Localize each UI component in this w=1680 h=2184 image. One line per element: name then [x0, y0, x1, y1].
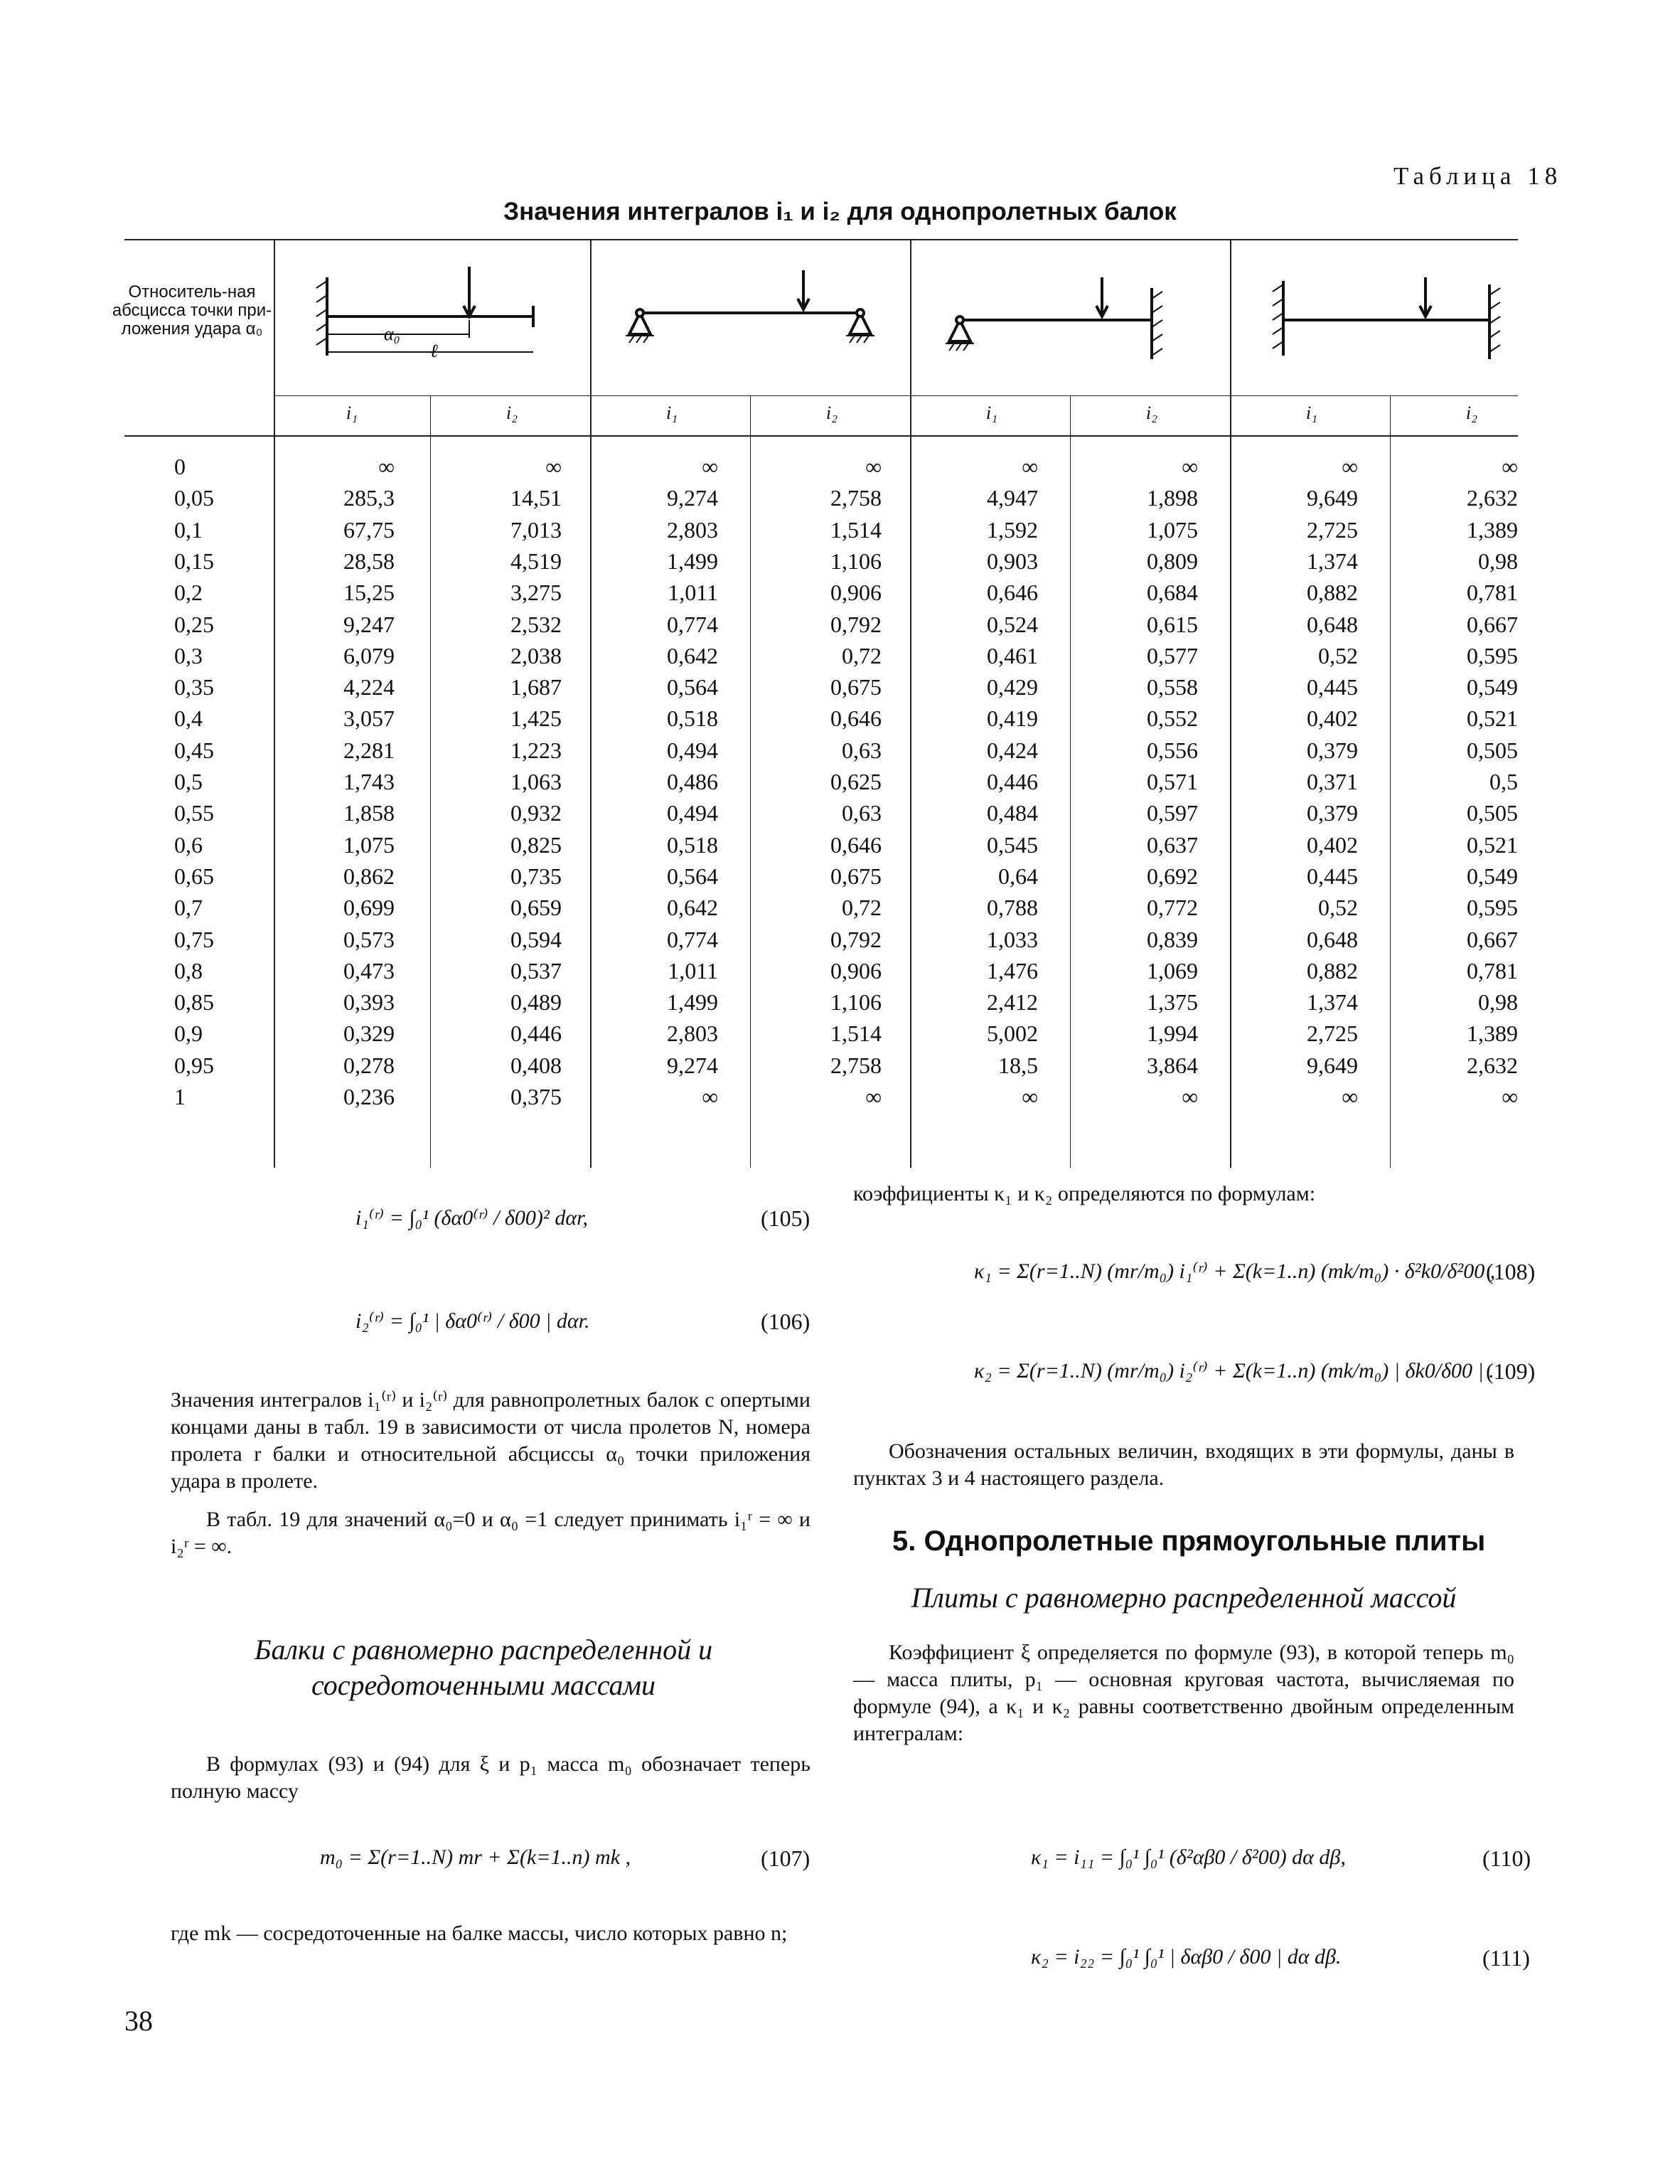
table-cell-value: 1,033 — [987, 926, 1038, 952]
table-cell-value: 2,758 — [830, 1052, 882, 1078]
table-cell-value: 0,577 — [1147, 642, 1198, 668]
table-cell-value: 0,642 — [667, 895, 718, 921]
table-cell-value: 0,772 — [1147, 895, 1198, 921]
table-cell-value: 14,51 — [510, 485, 562, 511]
left-paragraph-4: где mk — сосредоточенные на балке массы, число которых равно n; — [171, 1922, 788, 1945]
table-cell-alpha0: 0,1 — [174, 516, 203, 543]
table-cell-alpha0: 0 — [174, 454, 186, 479]
table-cell-alpha0: 0,4 — [174, 705, 203, 732]
table-cell-value: 2,725 — [1307, 1021, 1358, 1047]
table-cell-value: 4,519 — [510, 548, 562, 574]
subheader-i2-col4: i₂ — [1465, 403, 1478, 423]
table-cell-value: 0,839 — [1147, 926, 1198, 952]
table-cell-value: 0,505 — [1467, 800, 1518, 826]
table-cell-value: 0,63 — [842, 737, 882, 763]
table-cell-value: 0,642 — [667, 642, 718, 668]
subheader-i2-col3: i₂ — [1145, 403, 1158, 423]
table-cell-alpha0: 0,6 — [174, 831, 203, 858]
equation-number-111: (111) — [1482, 1945, 1530, 1971]
table-cell-value: 0,278 — [343, 1052, 395, 1078]
table-cell-value: 0,684 — [1147, 580, 1198, 606]
table-cell-value: 0,552 — [1147, 705, 1198, 732]
table-top-rule — [124, 239, 1518, 240]
table-cell-alpha0: 0,95 — [174, 1052, 214, 1078]
header-divider-rule — [274, 395, 1518, 396]
table-cell-value: 0,659 — [510, 895, 562, 921]
table-cell-value: 1,375 — [1147, 989, 1198, 1016]
table-cell-value: 9,649 — [1307, 1052, 1358, 1078]
table-cell-value: 0,518 — [667, 831, 718, 858]
table-cell-value: 0,792 — [830, 926, 882, 952]
equation-number-110: (110) — [1482, 1845, 1531, 1871]
table-cell-value: 2,803 — [667, 516, 718, 543]
table-cell-value: 2,632 — [1467, 485, 1518, 511]
table-cell-value: 1,374 — [1307, 548, 1358, 574]
table-cell-value: 9,649 — [1307, 485, 1358, 511]
table-cell-alpha0: 0,8 — [174, 957, 203, 984]
table-cell-value: 0,494 — [667, 800, 718, 826]
table-divider-7 — [1390, 395, 1391, 1168]
table-cell-value: ∞ — [1502, 1084, 1518, 1109]
table-cell-value: 0,595 — [1467, 895, 1518, 921]
equation-107: m₀ = Σ(r=1..N) mr + Σ(k=1..n) mk , — [320, 1845, 631, 1869]
equation-number-109: (109) — [1486, 1358, 1536, 1384]
table-cell-value: 0,63 — [842, 800, 882, 826]
table-cell-value: 0,72 — [842, 642, 882, 668]
table-cell-value: ∞ — [378, 454, 395, 479]
equation-106: i₂⁽ʳ⁾ = ∫₀¹ | δα0⁽ʳ⁾ / δ00 | dαr. — [355, 1309, 590, 1333]
table-cell-value: 0,792 — [830, 611, 882, 637]
table-cell-alpha0: 0,3 — [174, 642, 203, 668]
table-cell-value: 1,592 — [987, 516, 1038, 543]
table-cell-value: 2,281 — [343, 737, 395, 763]
table-cell-value: 2,725 — [1307, 516, 1358, 543]
table-cell-value: 2,803 — [667, 1021, 718, 1047]
table-cell-value: 6,079 — [343, 642, 395, 668]
table-cell-value: 1,514 — [830, 1021, 882, 1047]
beam-diagram-simply-supported — [626, 263, 882, 370]
table-cell-alpha0: 0,75 — [174, 926, 214, 952]
table-cell-value: 1,075 — [1147, 516, 1198, 543]
table-cell-alpha0: 0,2 — [174, 580, 203, 606]
table-cell-value: 0,646 — [987, 580, 1038, 606]
table-cell-value: ∞ — [1342, 454, 1358, 479]
table-cell-value: 0,429 — [987, 674, 1038, 701]
table-cell-value: 0,52 — [1318, 895, 1358, 921]
table-cell-alpha0: 0,35 — [174, 674, 214, 701]
table-cell-value: 0,564 — [667, 863, 718, 889]
table-cell-value: 67,75 — [343, 516, 395, 543]
table-cell-value: 0,571 — [1147, 769, 1198, 794]
table-label: Таблица 18 — [1393, 162, 1563, 190]
subheader-i1-col4: i₁ — [1305, 403, 1318, 423]
header-bottom-rule — [124, 435, 1518, 437]
table-cell-alpha0: 0,05 — [174, 485, 214, 511]
subheader-i2-col2: i₂ — [825, 403, 838, 423]
equation-number-106: (106) — [761, 1309, 810, 1334]
table-cell-value: 4,224 — [343, 674, 395, 701]
table-cell-value: 3,864 — [1147, 1052, 1198, 1078]
table-cell-alpha0: 0,15 — [174, 548, 214, 574]
table-cell-value: 1,743 — [343, 769, 395, 794]
table-cell-value: 0,445 — [1307, 674, 1358, 701]
table-cell-value: 0,64 — [998, 863, 1038, 889]
table-cell-value: 285,3 — [343, 485, 395, 511]
table-cell-value: 0,594 — [510, 926, 562, 952]
table-cell-value: 0,446 — [987, 769, 1038, 794]
table-cell-alpha0: 0,45 — [174, 737, 214, 763]
table-cell-value: 0,882 — [1307, 957, 1358, 984]
table-cell-value: 0,402 — [1307, 831, 1358, 858]
table-cell-value: 0,906 — [830, 957, 882, 984]
table-cell-value: 0,675 — [830, 863, 882, 889]
subheader-i2-col1: i₂ — [505, 403, 518, 423]
table-cell-value: ∞ — [1182, 1084, 1198, 1109]
table-cell-value: 1,389 — [1467, 516, 1518, 543]
table-cell-value: 0,615 — [1147, 611, 1198, 637]
table-cell-value: 0,648 — [1307, 926, 1358, 952]
table-cell-value: 0,424 — [987, 737, 1038, 763]
right-section-heading: 5. Однопролетные прямоугольные плиты — [892, 1525, 1486, 1557]
table-cell-value: ∞ — [1342, 1084, 1358, 1109]
table-cell-value: 7,013 — [510, 516, 562, 543]
table-cell-alpha0: 0,25 — [174, 611, 214, 637]
beam-diagram-fixed-fixed — [1266, 263, 1507, 370]
table-divider-6 — [1230, 239, 1231, 1168]
table-cell-value: 0,781 — [1467, 957, 1518, 984]
table-cell-value: 2,038 — [510, 642, 562, 668]
table-cell-value: 0,408 — [510, 1052, 562, 1078]
table-cell-value: 0,371 — [1307, 769, 1358, 794]
table-cell-alpha0: 0,65 — [174, 863, 214, 889]
diagram-label-ell: ℓ — [430, 341, 438, 361]
table-cell-value: 0,98 — [1478, 989, 1518, 1016]
table-cell-value: 0,906 — [830, 580, 882, 606]
table-cell-value: ∞ — [865, 1084, 882, 1109]
table-cell-value: 0,809 — [1147, 548, 1198, 574]
table-cell-value: 0,903 — [987, 548, 1038, 574]
table-cell-value: 0,667 — [1467, 611, 1518, 637]
table-cell-value: 0,486 — [667, 769, 718, 794]
table-cell-value: 0,236 — [343, 1084, 395, 1109]
table-cell-value: 28,58 — [343, 548, 395, 574]
table-cell-value: 1,425 — [510, 705, 562, 732]
table-cell-value: 9,274 — [667, 485, 718, 511]
right-paragraph-2: Обозначения остальных величин, входящих в эти формулы, даны в пунктах 3 и 4 настоящего раздела. — [853, 1439, 1514, 1490]
table-cell-value: ∞ — [702, 454, 718, 479]
table-cell-value: 0,484 — [987, 800, 1038, 826]
table-cell-value: 0,699 — [343, 895, 395, 921]
left-paragraph-1: Значения интегралов i₁⁽ʳ⁾ и i₂⁽ʳ⁾ для равнопролетных балок с опертыми концами даны в табл. 19 в зависимости от числа пролетов N, номера пролета r балки и относительной абсциссы α₀ точки приложения удара в пролете. — [171, 1388, 810, 1493]
table-cell-value: 1,687 — [510, 674, 562, 701]
table-cell-value: 0,375 — [510, 1084, 562, 1109]
right-paragraph-3: Коэффициент ξ определяется по формуле (93), в которой теперь m₀ — масса плиты, p₁ — основная круговая частота, вычисляемая по формуле (94), а κ₁ и κ₂ равны соответственно двойным определенным интегралам: — [853, 1641, 1514, 1745]
equation-111: κ₂ = i₂₂ = ∫₀¹ ∫₀¹ | δαβ0 / δ00 | dα dβ. — [1031, 1945, 1342, 1969]
table-cell-value: 1,476 — [987, 957, 1038, 984]
equation-number-108: (108) — [1486, 1259, 1536, 1284]
table-cell-value: 0,549 — [1467, 674, 1518, 701]
table-cell-value: ∞ — [545, 454, 562, 479]
table-cell-value: 0,446 — [510, 1021, 562, 1047]
right-paragraph-1: коэффициенты κ₁ и κ₂ определяются по формулам: — [853, 1182, 1316, 1205]
beam-diagram-pinned-fixed — [938, 260, 1194, 373]
table-divider-5 — [1070, 395, 1071, 1168]
left-section-heading: Балки с равномерно распределенной и сосредоточенными массами — [254, 1634, 713, 1701]
table-cell-alpha0: 0,55 — [174, 800, 214, 826]
equation-109: κ₂ = Σ(r=1..N) (mr/m₀) i₂⁽ʳ⁾ + Σ(k=1..n) (mk/m₀) | δk0/δ00 | . — [974, 1359, 1494, 1383]
subheader-i1-col3: i₁ — [985, 403, 998, 423]
table-cell-alpha0: 0,5 — [174, 769, 203, 794]
table-cell-value: 0,932 — [510, 800, 562, 826]
table-cell-alpha0: 1 — [174, 1084, 186, 1109]
table-cell-value: 0,98 — [1478, 548, 1518, 574]
table-cell-value: 0,505 — [1467, 737, 1518, 763]
table-cell-value: 0,5 — [1489, 769, 1518, 794]
table-cell-value: 1,063 — [510, 769, 562, 794]
table-cell-value: 0,419 — [987, 705, 1038, 732]
table-cell-value: 1,514 — [830, 516, 882, 543]
table-cell-value: 1,499 — [667, 989, 718, 1016]
table-cell-value: 1,106 — [830, 548, 882, 574]
table-cell-value: 0,882 — [1307, 580, 1358, 606]
table-cell-value: 0,518 — [667, 705, 718, 732]
equation-number-105: (105) — [761, 1205, 810, 1231]
table-cell-value: 0,825 — [510, 831, 562, 858]
left-paragraph-2: В табл. 19 для значений α₀=0 и α₀ =1 следует принимать i₁ʳ = ∞ и i₂ʳ = ∞. — [171, 1508, 810, 1558]
equation-105: i₁⁽ʳ⁾ = ∫₀¹ (δα0⁽ʳ⁾ / δ00)² dαr, — [355, 1206, 588, 1230]
table-cell-value: 0,781 — [1467, 580, 1518, 606]
table-cell-value: 0,545 — [987, 831, 1038, 858]
table-cell-value: 4,947 — [987, 485, 1038, 511]
table-cell-value: 0,625 — [830, 769, 882, 794]
table-cell-value: 1,994 — [1147, 1021, 1198, 1047]
table-cell-value: 0,549 — [1467, 863, 1518, 889]
table-cell-value: 0,379 — [1307, 800, 1358, 826]
table-cell-value: 1,011 — [668, 957, 718, 984]
table-cell-value: 0,329 — [343, 1021, 395, 1047]
table-cell-value: 15,25 — [343, 580, 395, 606]
page-number: 38 — [124, 2005, 153, 2037]
beam-diagram-cantilever — [313, 249, 555, 377]
table-cell-value: 9,247 — [343, 611, 395, 637]
equation-110: κ₁ = i₁₁ = ∫₀¹ ∫₀¹ (δ²αβ0 / δ²00) dα dβ, — [1031, 1845, 1346, 1869]
table-cell-value: 0,774 — [667, 926, 718, 952]
table-divider-2 — [590, 239, 592, 1168]
table-cell-value: 3,275 — [510, 580, 562, 606]
table-cell-value: 2,412 — [987, 989, 1038, 1016]
table-cell-value: 0,675 — [830, 674, 882, 701]
table-cell-value: 0,72 — [842, 895, 882, 921]
table-cell-value: 1,898 — [1147, 485, 1198, 511]
table-cell-value: 2,632 — [1467, 1052, 1518, 1078]
table-divider-4 — [910, 239, 911, 1168]
table-cell-value: ∞ — [865, 454, 882, 479]
table-cell-alpha0: 0,7 — [174, 895, 203, 921]
table-cell-value: 0,445 — [1307, 863, 1358, 889]
table-cell-value: 0,564 — [667, 674, 718, 701]
table-cell-value: 0,379 — [1307, 737, 1358, 763]
table-cell-value: 0,637 — [1147, 831, 1198, 858]
table-cell-value: 0,646 — [830, 831, 882, 858]
table-cell-value: 1,499 — [667, 548, 718, 574]
table-cell-value: 0,537 — [510, 957, 562, 984]
equation-108: κ₁ = Σ(r=1..N) (mr/m₀) i₁⁽ʳ⁾ + Σ(k=1..n) (mk/m₀) · δ²k0/δ²00 , — [974, 1259, 1496, 1283]
table-cell-value: ∞ — [1182, 454, 1198, 479]
table-cell-value: 1,389 — [1467, 1021, 1518, 1047]
table-cell-value: 0,774 — [667, 611, 718, 637]
table-divider-1 — [430, 395, 431, 1168]
right-subheading: Плиты с равномерно распределенной массой — [911, 1582, 1457, 1614]
table-cell-value: 0,862 — [343, 863, 395, 889]
table-divider-0 — [274, 239, 275, 1168]
table-cell-value: 0,461 — [987, 642, 1038, 668]
table-cell-value: 0,735 — [510, 863, 562, 889]
table-cell-value: 1,069 — [1147, 957, 1198, 984]
table-cell-value: 1,858 — [343, 800, 395, 826]
table-cell-value: ∞ — [1022, 454, 1038, 479]
table-cell-value: 0,558 — [1147, 674, 1198, 701]
table-cell-value: ∞ — [1502, 454, 1518, 479]
table-cell-value: ∞ — [702, 1084, 718, 1109]
equation-number-107: (107) — [761, 1845, 810, 1871]
table-cell-value: 0,393 — [343, 989, 395, 1016]
table-cell-value: 0,692 — [1147, 863, 1198, 889]
table-cell-value: 0,494 — [667, 737, 718, 763]
table-cell-value: 3,057 — [343, 705, 395, 732]
left-paragraph-3: В формулах (93) и (94) для ξ и p₁ масса m₀ обозначает теперь полную массу — [171, 1752, 810, 1803]
table-cell-value: 0,52 — [1318, 642, 1358, 668]
table-cell-value: 0,556 — [1147, 737, 1198, 763]
table-cell-value: 0,402 — [1307, 705, 1358, 732]
table-cell-value: 0,521 — [1467, 705, 1518, 732]
table-cell-value: 0,524 — [987, 611, 1038, 637]
table-cell-value: 0,646 — [830, 705, 882, 732]
table-cell-value: 5,002 — [987, 1021, 1038, 1047]
table-cell-value: 0,473 — [343, 957, 395, 984]
subheader-i1-col2: i₁ — [665, 403, 678, 423]
table-header-abscissa: Относитель-ная абсцисса точки при-ложения удара α₀ — [112, 282, 272, 339]
table-cell-value: 1,075 — [343, 831, 395, 858]
diagram-label-alpha0: α₀ — [384, 324, 400, 344]
table-cell-value: 0,597 — [1147, 800, 1198, 826]
table-cell-value: 9,274 — [667, 1052, 718, 1078]
table-cell-value: 1,223 — [510, 737, 562, 763]
table-cell-value: 0,489 — [510, 989, 562, 1016]
table-cell-value: 0,788 — [987, 895, 1038, 921]
table-cell-value: 0,648 — [1307, 611, 1358, 637]
table-cell-value: 2,758 — [830, 485, 882, 511]
table-cell-value: 18,5 — [998, 1052, 1038, 1078]
table-cell-value: 0,521 — [1467, 831, 1518, 858]
table-cell-value: 0,595 — [1467, 642, 1518, 668]
table-cell-alpha0: 0,9 — [174, 1021, 203, 1047]
table-divider-3 — [750, 395, 751, 1168]
table-cell-value: 2,532 — [510, 611, 562, 637]
table-cell-alpha0: 0,85 — [174, 989, 214, 1016]
table-cell-value: 1,374 — [1307, 989, 1358, 1016]
table-title: Значения интегралов i₁ и i₂ для однопролетных балок — [503, 198, 1177, 225]
table-cell-value: 0,667 — [1467, 926, 1518, 952]
table-cell-value: 0,573 — [343, 926, 395, 952]
table-cell-value: ∞ — [1022, 1084, 1038, 1109]
subheader-i1-col1: i₁ — [346, 403, 358, 423]
table-cell-value: 1,011 — [668, 580, 718, 606]
table-cell-value: 1,106 — [830, 989, 882, 1016]
